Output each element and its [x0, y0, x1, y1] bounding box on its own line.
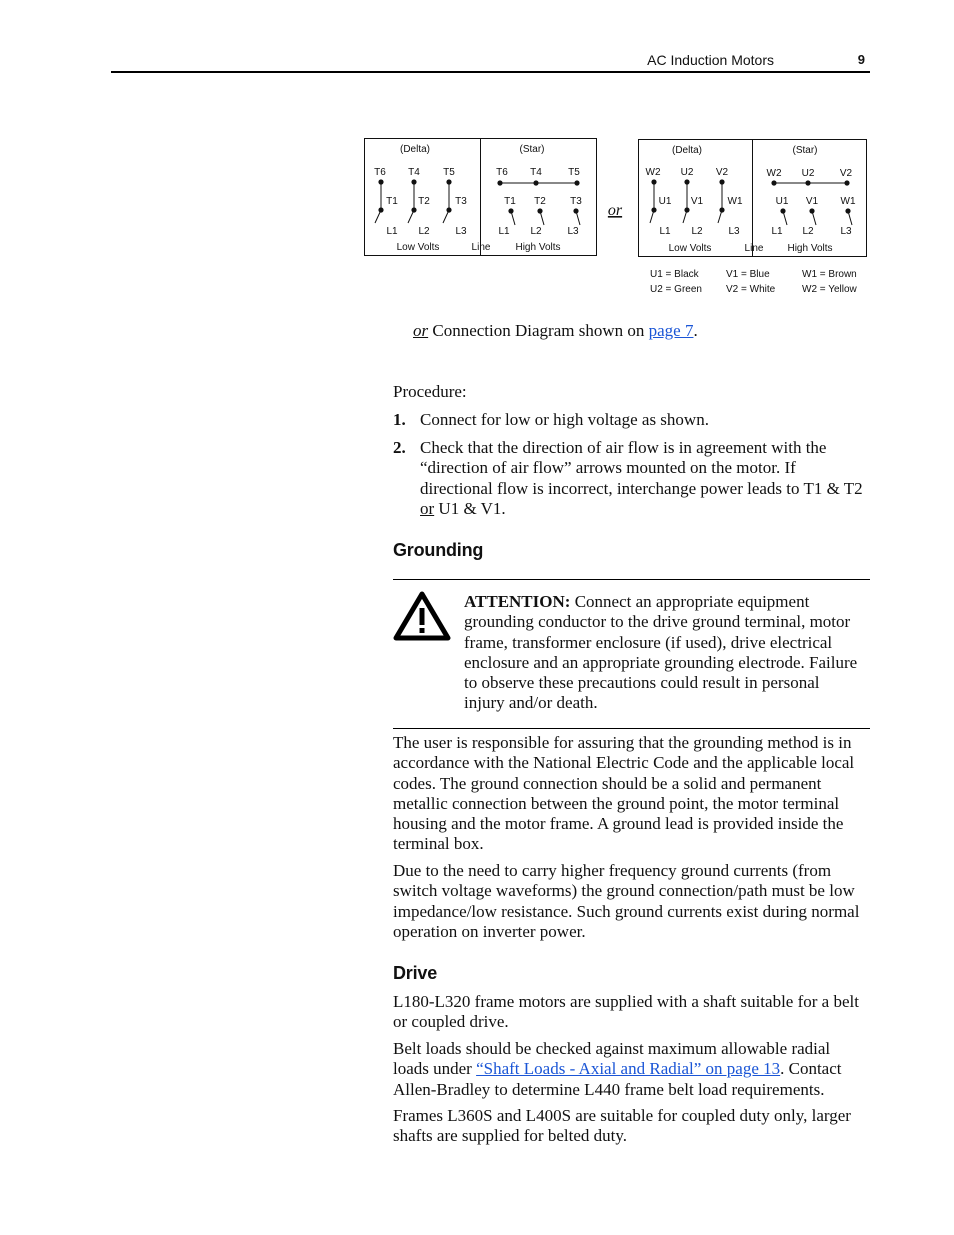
attention-top-rule [393, 579, 870, 580]
lead-wire [511, 211, 515, 225]
terminal-dot [574, 180, 579, 185]
header-rule [111, 71, 870, 73]
or-emphasis: or [413, 321, 429, 340]
terminal-label: T3 [455, 196, 467, 207]
terminal-label: W2 [766, 168, 782, 179]
low-volts-label: Low Volts [396, 242, 440, 253]
lead-wire [848, 211, 852, 225]
connection-note [413, 321, 870, 341]
terminal-dot [497, 180, 502, 185]
step-number: 1. [393, 410, 406, 429]
terminal-label: T2 [418, 196, 430, 207]
warning-triangle-icon [393, 591, 451, 641]
high-volts-label: High Volts [515, 242, 561, 253]
lead-wire [812, 211, 816, 225]
delta-label: (Delta) [671, 145, 703, 156]
drive-paragraph: L180-L320 frame motors are supplied with a shaft suitable for a belt or coupled drive. [393, 992, 859, 1032]
terminal-label: T6 [496, 167, 508, 178]
terminal-label: V1 [805, 196, 819, 207]
high-volts-label: High Volts [787, 243, 833, 254]
line-label: L2 [418, 226, 430, 237]
connection-note-text: Connection Diagram shown on [428, 321, 649, 340]
or-separator: or [607, 202, 623, 219]
line-label: L1 [659, 226, 671, 237]
legend-entry: V1 = Blue [726, 269, 770, 280]
legend-entry: W1 = Brown [802, 269, 857, 280]
terminal-label: T1 [386, 196, 398, 207]
wire-color-legend [650, 269, 858, 295]
line-caption: Line [744, 243, 764, 254]
legend-entry: V2 = White [726, 284, 776, 295]
step-text [420, 438, 872, 519]
attention-body: Connect an appropriate equipment grounding conductor to the drive ground terminal, motor frame, transformer enclosure (if used), drive electrical enclosure and an appropriate grounding electrode. Failure to observe these precautions could result in personal injury and/or death. [464, 592, 858, 713]
line-label: L1 [386, 226, 398, 237]
lead-wire [718, 210, 722, 223]
terminal-label: W1 [727, 196, 743, 207]
delta-label: (Delta) [399, 144, 431, 155]
terminal-dot [533, 180, 538, 185]
shaft-loads-link[interactable]: “Shaft Loads - Axial and Radial” on page 13 [476, 1059, 781, 1079]
connection-note-end: . [693, 321, 698, 340]
drive-heading: Drive [393, 963, 438, 983]
lead-wire [540, 211, 544, 225]
legend-entry: W2 = Yellow [802, 284, 857, 295]
terminal-label: T3 [570, 196, 582, 207]
lead-wire [783, 211, 787, 225]
terminal-label: T1 [504, 196, 516, 207]
line-label: L3 [840, 226, 852, 237]
terminal-label: V2 [715, 167, 729, 178]
lead-wire [375, 210, 381, 223]
terminal-dot [771, 180, 776, 185]
drive-paragraph [393, 1039, 870, 1100]
line-label: L2 [530, 226, 542, 237]
attention-message [464, 592, 864, 714]
terminal-dot [805, 180, 810, 185]
terminal-label: T5 [568, 167, 580, 178]
motor-connection-diagram [360, 130, 870, 305]
drive-paragraph: Frames L360S and L400S are suitable for coupled duty only, larger shafts are supplied for belted duty. [393, 1106, 851, 1146]
page-7-link[interactable]: page 7 [648, 321, 694, 340]
grounding-heading: Grounding [393, 540, 484, 560]
line-caption: Line [471, 242, 491, 253]
left-connection-panel [365, 139, 597, 256]
terminal-label: W2 [645, 167, 661, 178]
or-emphasis: or [420, 498, 435, 518]
step-number: 2. [393, 438, 406, 457]
lead-wire [408, 210, 414, 223]
line-label: L3 [455, 226, 467, 237]
terminal-label: T4 [408, 167, 420, 178]
terminal-label: T5 [443, 167, 455, 178]
legend-entry: U2 = Green [650, 284, 702, 295]
step-text-part: U1 & V1. [434, 498, 506, 518]
step-text: Connect for low or high voltage as shown. [420, 410, 709, 429]
lead-wire [650, 210, 654, 223]
line-label: L3 [567, 226, 579, 237]
legend-entry: U1 = Black [650, 269, 699, 280]
page-number: 9 [857, 52, 865, 67]
line-label: L3 [728, 226, 740, 237]
terminal-label: T6 [374, 167, 386, 178]
grounding-paragraph: The user is responsible for assuring that the grounding method is in accordance with the National Electric Code and the applicable local codes. The ground connection should be a solid and permanent metallic connection between the ground point, the motor terminal housing and the motor frame. A ground lead is provided inside the terminal box. [393, 733, 855, 854]
terminal-label: U1 [658, 196, 672, 207]
star-label: (Star) [519, 144, 545, 155]
drive-paragraph-part: . Contact Allen-Bradley to determine L440 frame belt load requirements. [393, 1059, 842, 1099]
right-connection-panel [639, 140, 867, 257]
grounding-paragraph: Due to the need to carry higher frequency ground currents (from switch voltage waveforms) the ground connection/path must be low impedance/low resistance. Such ground currents exist during normal operation on inverter power. [393, 861, 860, 941]
star-label: (Star) [792, 145, 818, 156]
drive-paragraph-part: Belt loads should be checked against maximum allowable radial loads under [393, 1039, 831, 1079]
terminal-label: W1 [840, 196, 856, 207]
line-label: L2 [802, 226, 814, 237]
attention-label: ATTENTION: [464, 592, 571, 611]
attention-bottom-rule [393, 728, 870, 729]
line-label: L2 [691, 226, 703, 237]
terminal-label: U1 [775, 196, 789, 207]
terminal-label: V1 [690, 196, 704, 207]
line-label: L1 [771, 226, 783, 237]
terminal-label: T4 [530, 167, 542, 178]
line-label: L1 [498, 226, 510, 237]
procedure-label: Procedure: [393, 382, 467, 401]
terminal-label: U2 [680, 167, 694, 178]
terminal-label: U2 [801, 168, 815, 179]
terminal-label: V2 [839, 168, 853, 179]
lead-wire [443, 210, 449, 223]
running-header-title: AC Induction Motors [647, 52, 774, 68]
step-text-part: Check that the direction of air flow is in agreement with the “direction of air flow” arrows mounted on the motor. If directional flow is incorrect, interchange power leads to T1 & T2 [420, 438, 863, 498]
terminal-label: T2 [534, 196, 546, 207]
terminal-dot [844, 180, 849, 185]
low-volts-label: Low Volts [668, 243, 712, 254]
lead-wire [683, 210, 687, 223]
lead-wire [576, 211, 580, 225]
